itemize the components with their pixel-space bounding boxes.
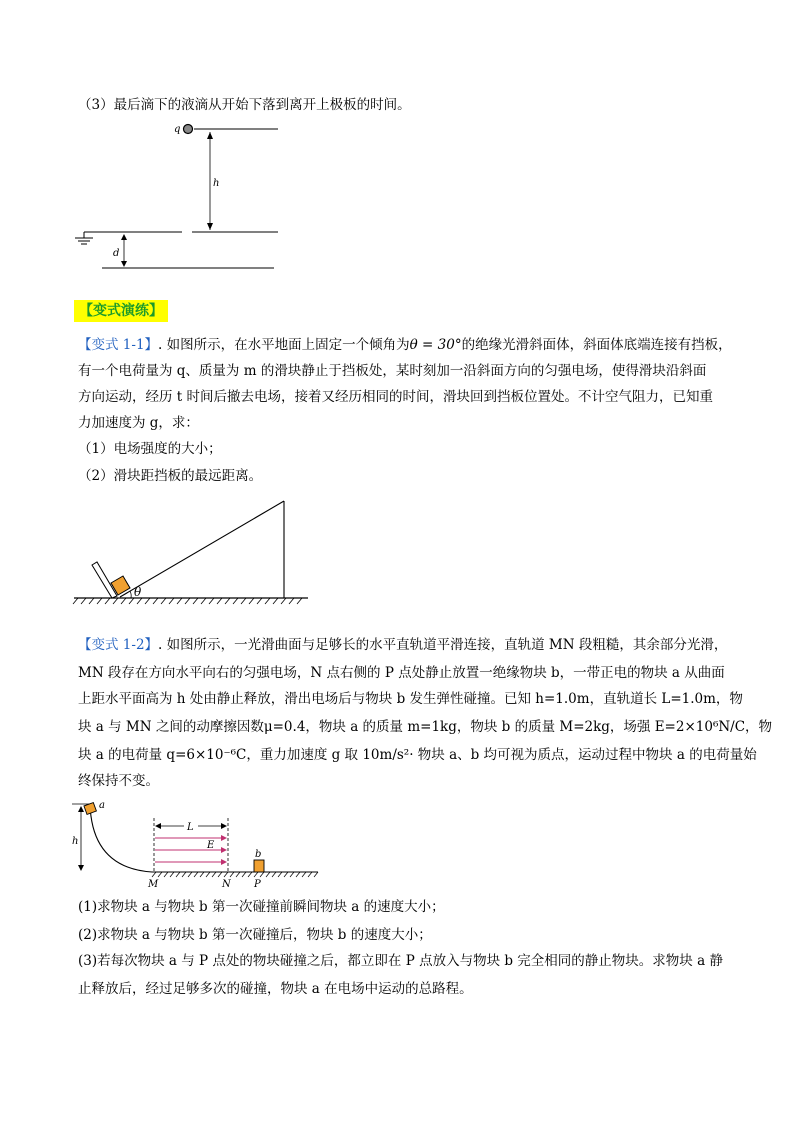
label-h: h [213, 178, 220, 189]
variant-1-2-line-3: 上距水平面高为 h 处由静止释放，滑出电场后与物块 b 发生弹性碰撞。已知 h=1.0m，直轨道长 L=1.0m，物 [78, 691, 743, 707]
variant-1-2-line-4: 块 a 与 MN 之间的动摩擦因数μ=0.4，物块 a 的质量 m=1kg，物块 b 的质量 M=2kg，场强 E=2×10⁶N/C，物 [78, 719, 773, 735]
variant-1-1-line-4: 力加速度为 g，求： [78, 415, 199, 431]
label-N: N [222, 879, 231, 890]
variant-1-1-line-2: 有一个电荷量为 q、质量为 m 的滑块静止于挡板处，某时刻加一沿斜面方向的匀强电场，使得滑块沿斜面 [78, 363, 707, 379]
label-M: M [148, 879, 159, 890]
label-theta: θ [134, 585, 142, 599]
variant-1-2-line-5: 块 a 的电荷量 q=6×10⁻⁶C，重力加速度 g 取 10m/s²· 物块 a、b 均可视为质点，运动过程中物块 a 的电荷量始 [78, 747, 757, 763]
variant-1-2-line-6: 终保持不变。 [78, 773, 159, 789]
section-tag: 【变式演练】 [74, 300, 168, 322]
variant-1-2-question-1: (1)求物块 a 与物块 b 第一次碰撞前瞬间物块 a 的速度大小； [78, 899, 445, 915]
variant-1-1-label: 【变式 1-1】 [78, 337, 159, 353]
label-P: P [254, 879, 261, 890]
label-L: L [187, 822, 194, 833]
label-d: d [113, 248, 120, 259]
variant-1-2-label: 【变式 1-2】 [78, 637, 159, 653]
variant-1-2-question-3-line-2: 止释放后，经过足够多次的碰撞，物块 a 在电场中运动的总路程。 [78, 981, 473, 997]
variant-1-2-line-2: MN 段存在方向水平向右的匀强电场，N 点右侧的 P 点处静止放置一绝缘物块 b，一带正电的物块 a 从曲面 [78, 665, 725, 681]
ramp-field-figure [68, 798, 328, 890]
label-q: q [174, 124, 181, 135]
incline-figure [70, 496, 315, 606]
label-h: h [72, 836, 79, 847]
droplet-capacitor-figure [70, 118, 290, 278]
droplet-q [184, 125, 193, 134]
block-b [254, 860, 264, 872]
label-E: E [207, 840, 215, 851]
variant-1-2-question-2: (2)求物块 a 与物块 b 第一次碰撞后，物块 b 的速度大小； [78, 927, 432, 943]
variant-1-1-question-1: （1）电场强度的大小； [78, 441, 222, 457]
variant-1-2-line-1 [78, 636, 738, 654]
label-a: a [99, 800, 105, 811]
variant-1-1-line-3: 方向运动，经历 t 时间后撤去电场，接着又经历相同的时间，滑块回到挡板位置处。不计空气阻力，已知重 [78, 389, 714, 405]
question-3-text: （3）最后滴下的液滴从开始下落到离开上极板的时间。 [78, 97, 411, 113]
theta-equation: θ = 30° [409, 337, 462, 353]
label-b: b [255, 849, 262, 860]
variant-1-2-text: . 如图所示，一光滑曲面与足够长的水平直轨道平滑连接，直轨道 MN 段粗糙，其余部分光滑， [158, 637, 728, 653]
variant-1-2-question-3-line-1: (3)若每次物块 a 与 P 点处的物块碰撞之后，都立即在 P 点放入与物块 b 完全相同的静止物块。求物块 a 静 [78, 953, 723, 969]
variant-1-1-text-a: . 如图所示，在水平地面上固定一个倾角为 [158, 337, 410, 353]
variant-1-1-text-b: 的绝缘光滑斜面体，斜面体底端连接有挡板， [461, 337, 732, 353]
baffle-plate [92, 562, 117, 598]
variant-1-1-question-2: （2）滑块距挡板的最远距离。 [78, 468, 263, 484]
variant-1-1-line-1 [78, 336, 738, 354]
